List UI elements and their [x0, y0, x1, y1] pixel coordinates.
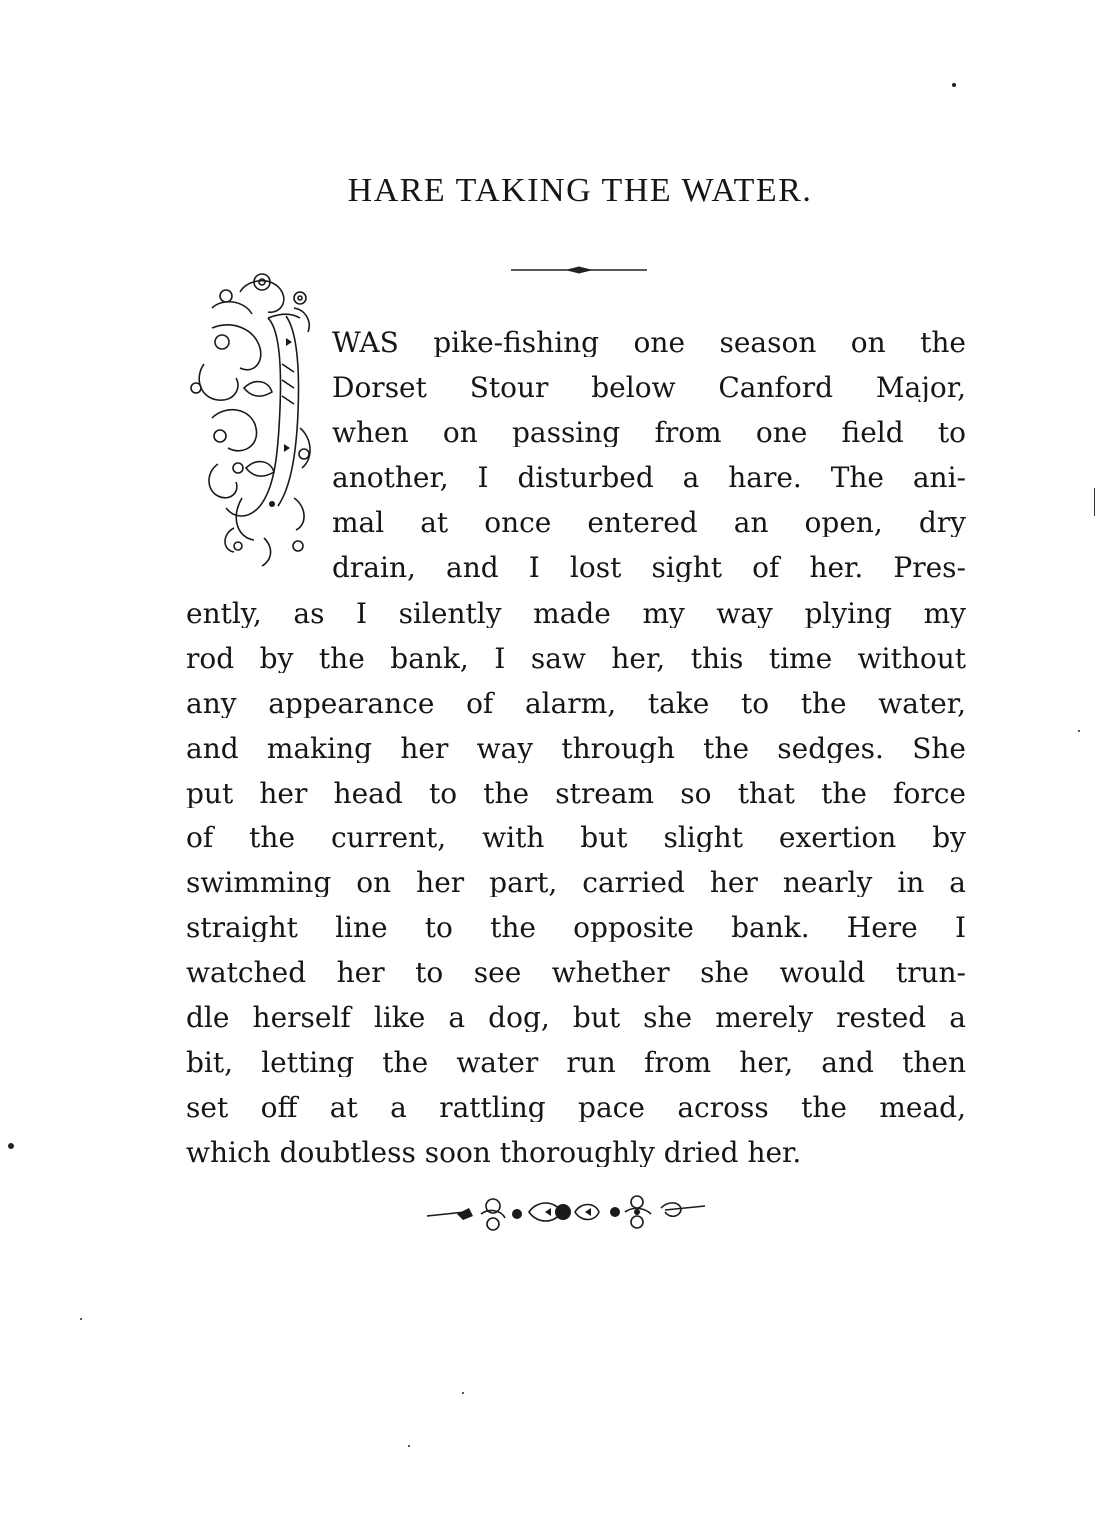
text-line: watched her to see whether she would trun- — [186, 959, 966, 987]
text-line: put her head to the stream so that the force — [186, 780, 966, 808]
text-line: bit, letting the water run from her, and then — [186, 1049, 966, 1077]
page-title: HARE TAKING THE WATER. — [347, 172, 813, 209]
text-line: when on passing from one field to — [332, 419, 966, 447]
paper-speck — [80, 1318, 82, 1320]
text-line: and making her way through the sedges. She — [186, 735, 966, 763]
ornamental-drop-cap-icon — [182, 268, 317, 568]
text-line: straight line to the opposite bank. Here I — [186, 914, 966, 942]
text-line: Dorset Stour below Canford Major, — [332, 374, 966, 402]
text-line: ently, as I silently made my way plying my — [186, 600, 966, 628]
paper-speck — [1078, 730, 1080, 732]
text-line: swimming on her part, carried her nearly in a — [186, 869, 966, 897]
paper-speck — [8, 1143, 14, 1149]
text-line: drain, and I lost sight of her. Pres- — [332, 554, 966, 582]
text-line: of the current, with but slight exertion by — [186, 824, 966, 852]
text-line: dle herself like a dog, but she merely rested a — [186, 1004, 966, 1032]
paper-speck — [408, 1445, 410, 1447]
paper-speck — [462, 1392, 464, 1394]
text-line: another, I disturbed a hare. The ani- — [332, 464, 966, 492]
text-line: any appearance of alarm, take to the water, — [186, 690, 966, 718]
floral-tailpiece-icon — [425, 1190, 707, 1238]
text-line: set off at a rattling pace across the mead, — [186, 1094, 966, 1122]
paper-speck — [952, 83, 956, 87]
text-line: mal at once entered an open, dry — [332, 509, 966, 537]
text-line: which doubtless soon thoroughly dried her. — [186, 1139, 802, 1167]
text-line: WAS pike-fishing one season on the — [332, 329, 966, 357]
title-divider-rule — [511, 262, 647, 278]
text-line: rod by the bank, I saw her, this time without — [186, 645, 966, 673]
paper-speck — [1094, 488, 1100, 516]
